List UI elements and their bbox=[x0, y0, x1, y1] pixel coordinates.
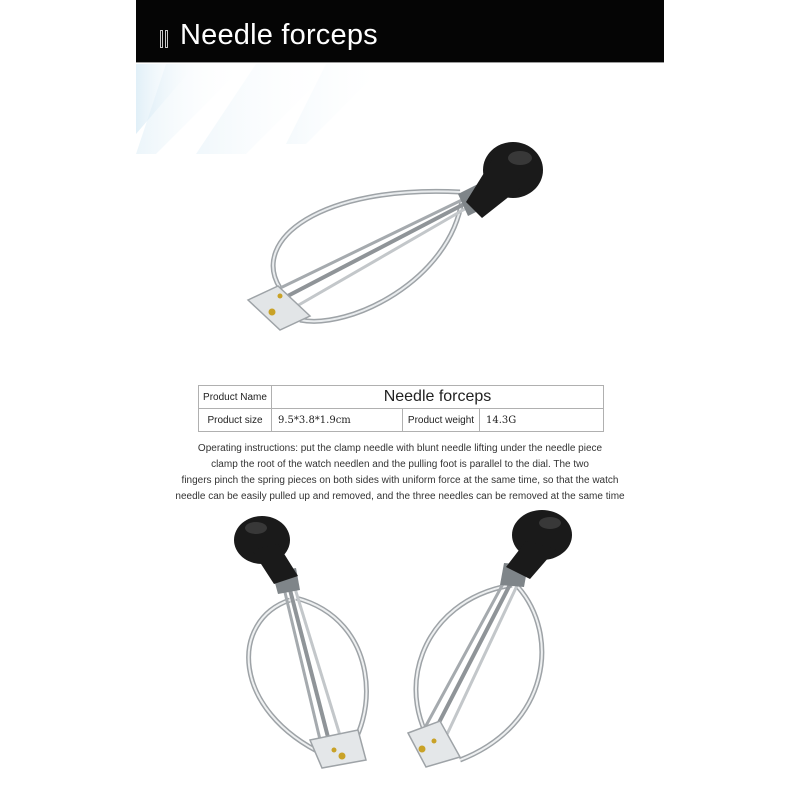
page-title: Needle forceps bbox=[180, 19, 378, 51]
product-size-value: 9.5*3.8*1.9cm bbox=[272, 409, 403, 432]
spec-table bbox=[198, 385, 604, 432]
product-size-label: Product size bbox=[199, 409, 272, 432]
instruction-line: fingers pinch the spring pieces on both sides with uniform force at the same time, so that the watch bbox=[181, 475, 619, 486]
product-weight-label: Product weight bbox=[403, 409, 480, 432]
product-name-label: Product Name bbox=[199, 386, 272, 409]
instruction-line: Operating instructions: put the clamp needle with blunt needle lifting under the needle piece bbox=[197, 443, 603, 454]
table-row bbox=[199, 386, 604, 409]
table-row bbox=[199, 409, 604, 432]
needle-forceps-photo-right bbox=[400, 505, 590, 775]
operating-instructions bbox=[160, 441, 640, 505]
instruction-line: clamp the root of the watch needlen and the pulling foot is parallel to the dial. The two bbox=[211, 459, 589, 470]
header-divider bbox=[136, 62, 664, 63]
product-weight-value: 14.3G bbox=[480, 409, 604, 432]
product-name-value: Needle forceps bbox=[272, 386, 604, 409]
header-bars-icon bbox=[160, 30, 170, 48]
needle-forceps-photo-top bbox=[230, 130, 560, 340]
needle-forceps-photo-left bbox=[230, 510, 390, 780]
instruction-line: needle can be easily pulled up and removed, and the three needles can be removed at the same time bbox=[175, 491, 625, 502]
